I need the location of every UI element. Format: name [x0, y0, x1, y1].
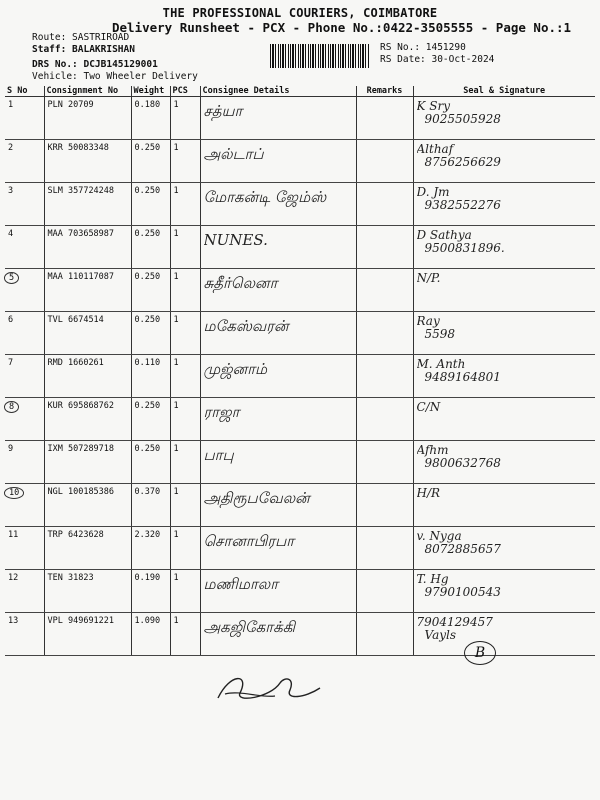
cell-consignee [200, 226, 356, 269]
signature-line-2: Vayls [424, 629, 456, 642]
cell-remarks [356, 613, 413, 656]
signature-line-2: 9382552276 [424, 199, 501, 212]
cell-sno: 11 [5, 527, 44, 570]
staff-signature [210, 668, 330, 708]
signature-line-1: Althaf [416, 143, 454, 156]
vehicle-label: Vehicle: Two Wheeler Delivery [32, 71, 198, 82]
cell-pcs: 1 [170, 226, 200, 269]
signature-line-2: 5598 [424, 328, 456, 341]
cell-consignment: TRP 6423628 [44, 527, 131, 570]
cell-signature [413, 398, 595, 441]
col-pcs: PCS [170, 86, 200, 97]
cell-pcs: 1 [170, 527, 200, 570]
cell-weight: 2.320 [131, 527, 170, 570]
cell-signature [413, 312, 595, 355]
signature-line-1: H/R [416, 487, 441, 500]
cell-weight: 0.110 [131, 355, 170, 398]
cell-pcs: 1 [170, 183, 200, 226]
cell-signature [413, 183, 595, 226]
cell-sno: 3 [5, 183, 44, 226]
signature-line-2: 9489164801 [424, 371, 501, 384]
handwritten-consignee: மகேஸ்வரன் [203, 317, 289, 335]
cell-consignment: SLM 357724248 [44, 183, 131, 226]
cell-sno: 9 [5, 441, 44, 484]
col-sno: S No [5, 86, 44, 97]
rs-date: RS Date: 30-Oct-2024 [380, 54, 495, 65]
cell-signature [413, 527, 595, 570]
b-stamp: B [464, 641, 496, 665]
cell-consignee [200, 398, 356, 441]
cell-consignee [200, 484, 356, 527]
cell-remarks [356, 570, 413, 613]
cell-remarks [356, 269, 413, 312]
barcode [270, 44, 370, 68]
cell-sno: 2 [5, 140, 44, 183]
cell-weight: 0.370 [131, 484, 170, 527]
signature-line-2: 9025505928 [424, 113, 501, 126]
cell-sno: 12 [5, 570, 44, 613]
cell-sno: 4 [5, 226, 44, 269]
cell-weight: 0.250 [131, 183, 170, 226]
handwritten-consignee: மோகன்டி ஜேம்ஸ் [203, 188, 327, 206]
cell-signature [413, 140, 595, 183]
table-row [5, 570, 595, 613]
signature-line-2: 9790100543 [424, 586, 501, 599]
handwritten-consignee: அதிரூபவேலன் [203, 489, 310, 507]
col-signature: Seal & Signature [413, 86, 595, 97]
table-row [5, 97, 595, 140]
cell-consignee [200, 570, 356, 613]
handwritten-consignee: NUNES. [203, 231, 268, 249]
signature-line-2: 8072885657 [424, 543, 501, 556]
cell-weight: 0.180 [131, 97, 170, 140]
cell-pcs: 1 [170, 269, 200, 312]
signature-line-1: K Sry [416, 100, 451, 113]
cell-weight: 0.250 [131, 441, 170, 484]
signature-line-1: D. Jm [416, 186, 450, 199]
cell-consignee [200, 269, 356, 312]
cell-remarks [356, 441, 413, 484]
cell-weight: 0.250 [131, 398, 170, 441]
signature-line-1: T. Hg [416, 573, 449, 586]
cell-signature [413, 441, 595, 484]
signature-line-2: 8756256629 [424, 156, 501, 169]
cell-consignee [200, 140, 356, 183]
cell-signature [413, 97, 595, 140]
cell-consignee [200, 183, 356, 226]
col-remarks: Remarks [356, 86, 413, 97]
signature-line-1: Afhm [416, 444, 449, 457]
handwritten-consignee: அல்டாப் [203, 145, 264, 163]
drs-number: DRS No.: DCJB145129001 [32, 59, 158, 70]
cell-sno: 13 [5, 613, 44, 656]
handwritten-consignee: பாபு [203, 446, 234, 464]
table-row [5, 484, 595, 527]
cell-pcs: 1 [170, 613, 200, 656]
signature-line-1: D Sathya [416, 229, 472, 242]
handwritten-consignee: அகஜிகோக்கி [203, 618, 295, 636]
table-row [5, 226, 595, 269]
cell-remarks [356, 355, 413, 398]
cell-remarks [356, 312, 413, 355]
table-row [5, 398, 595, 441]
circled-sno: 10 [4, 487, 24, 499]
cell-consignee [200, 613, 356, 656]
cell-signature [413, 355, 595, 398]
cell-pcs: 1 [170, 398, 200, 441]
cell-consignment: TVL 6674514 [44, 312, 131, 355]
table-row [5, 183, 595, 226]
cell-sno [5, 269, 44, 312]
signature-line-1: M. Anth [416, 358, 466, 371]
cell-pcs: 1 [170, 97, 200, 140]
cell-consignee [200, 97, 356, 140]
cell-sno: 7 [5, 355, 44, 398]
cell-consignment: MAA 703658987 [44, 226, 131, 269]
cell-weight: 0.250 [131, 140, 170, 183]
cell-consignee [200, 312, 356, 355]
cell-pcs: 1 [170, 570, 200, 613]
cell-signature [413, 613, 595, 656]
signature-line-2: 9500831896. [424, 242, 505, 255]
route-label: Route: SASTRIROAD [32, 32, 130, 43]
cell-sno: 1 [5, 97, 44, 140]
staff-label: Staff: BALAKRISHAN [32, 44, 135, 55]
cell-signature [413, 226, 595, 269]
cell-remarks [356, 398, 413, 441]
cell-sno [5, 398, 44, 441]
cell-consignment: KRR 50083348 [44, 140, 131, 183]
cell-weight: 0.190 [131, 570, 170, 613]
cell-signature [413, 269, 595, 312]
cell-weight: 0.250 [131, 312, 170, 355]
cell-remarks [356, 484, 413, 527]
cell-consignment: MAA 110117087 [44, 269, 131, 312]
table-row [5, 355, 595, 398]
cell-sno: 6 [5, 312, 44, 355]
circled-sno: 5 [4, 272, 19, 284]
rs-number: RS No.: 1451290 [380, 42, 466, 53]
cell-consignment: IXM 507289718 [44, 441, 131, 484]
cell-signature [413, 570, 595, 613]
table-row [5, 312, 595, 355]
cell-weight: 0.250 [131, 226, 170, 269]
signature-line-2: 9800632768 [424, 457, 501, 470]
signature-line-1: v. Nyga [416, 530, 462, 543]
cell-signature [413, 484, 595, 527]
cell-remarks [356, 527, 413, 570]
col-weight: Weight [131, 86, 170, 97]
circled-sno: 8 [4, 401, 19, 413]
cell-pcs: 1 [170, 441, 200, 484]
handwritten-consignee: சத்யா [203, 102, 243, 120]
signature-line-1: Ray [416, 315, 440, 328]
handwritten-consignee: ராஜா [203, 403, 240, 421]
handwritten-consignee: சொனாபிரபா [203, 532, 295, 550]
cell-sno [5, 484, 44, 527]
table-row [5, 269, 595, 312]
table-header [5, 86, 595, 97]
cell-remarks [356, 226, 413, 269]
cell-consignee [200, 527, 356, 570]
col-consignment: Consignment No [44, 86, 131, 97]
cell-pcs: 1 [170, 355, 200, 398]
table-row [5, 441, 595, 484]
handwritten-consignee: மணிமாலா [203, 575, 279, 593]
cell-consignment: KUR 695868762 [44, 398, 131, 441]
handwritten-consignee: முஜ்னாம் [203, 360, 268, 378]
delivery-table [5, 86, 595, 656]
cell-consignee [200, 355, 356, 398]
cell-consignment: RMD 1660261 [44, 355, 131, 398]
cell-remarks [356, 97, 413, 140]
cell-consignment: VPL 949691221 [44, 613, 131, 656]
cell-pcs: 1 [170, 312, 200, 355]
cell-pcs: 1 [170, 484, 200, 527]
table-row [5, 527, 595, 570]
signature-line-1: 7904129457 [416, 616, 493, 629]
col-consignee: Consignee Details [200, 86, 356, 97]
table-row [5, 613, 595, 656]
cell-consignment: PLN 20709 [44, 97, 131, 140]
handwritten-consignee: சுதீர்லெனா [203, 274, 278, 292]
cell-pcs: 1 [170, 140, 200, 183]
cell-remarks [356, 140, 413, 183]
signature-line-1: N/P. [416, 272, 441, 285]
cell-weight: 0.250 [131, 269, 170, 312]
company-title: THE PROFESSIONAL COURIERS, COIMBATORE [162, 6, 438, 20]
cell-consignment: TEN 31823 [44, 570, 131, 613]
cell-remarks [356, 183, 413, 226]
cell-consignment: NGL 100185386 [44, 484, 131, 527]
cell-consignee [200, 441, 356, 484]
table-row [5, 140, 595, 183]
cell-weight: 1.090 [131, 613, 170, 656]
signature-line-1: C/N [416, 401, 441, 414]
runsheet-subtitle: Delivery Runsheet - PCX - Phone No.:0422-3505555 - Page No.:1 [112, 20, 572, 35]
